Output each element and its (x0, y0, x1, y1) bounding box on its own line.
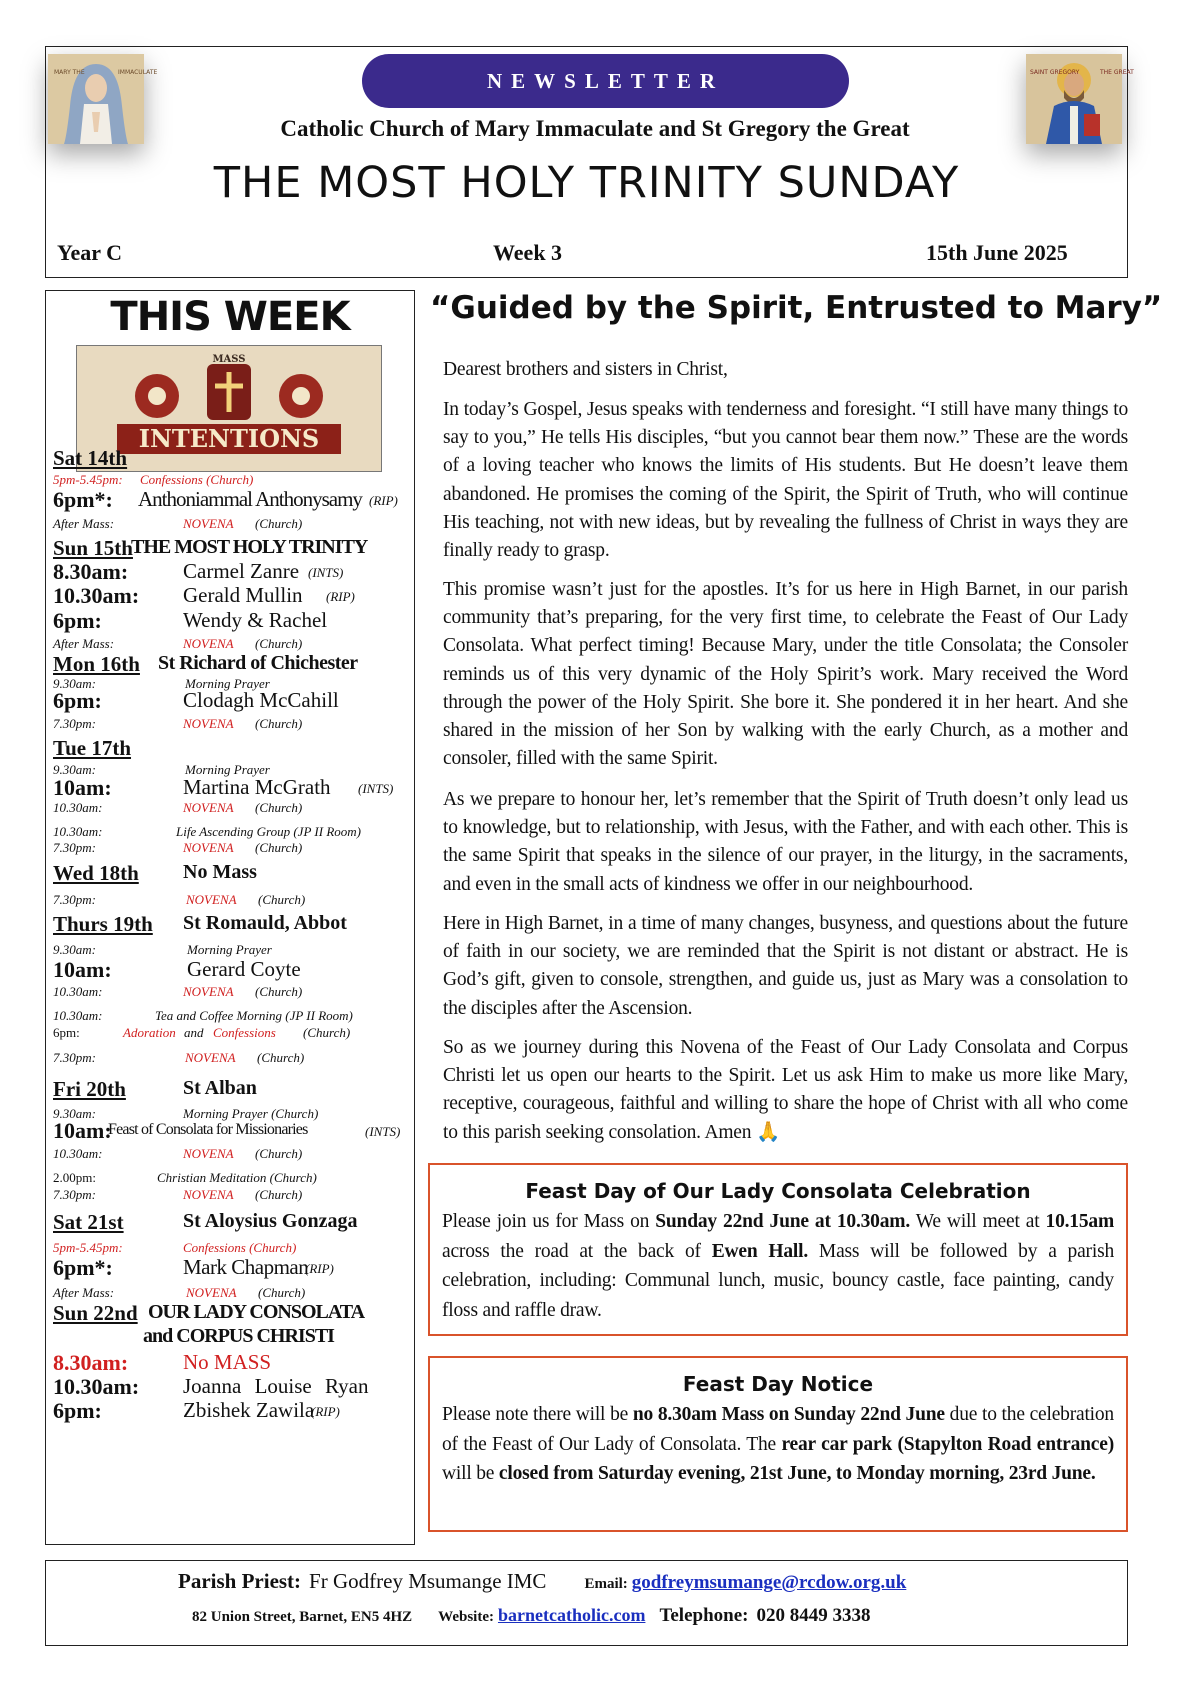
newsletter-banner: NEWSLETTER (362, 54, 849, 108)
newsletter-date: 15th June 2025 (926, 240, 1068, 265)
day-label: Sat 14th (53, 446, 128, 470)
email-label: Email: (584, 1576, 628, 1592)
letter-paragraph: In today’s Gospel, Jesus speaks with tenderness and foresight. “I still have many things to say to you,” He tells His disciples, “but you cannot bear them now.” These are the words of a loving teacher who knows the limits of His students. But He doesn’t leave them abandoned. He promises the coming of the Spirit, the Spirit of Truth, who will continue His teaching, not with new ideas, but by revealing the fullness of Christ in ways they are finally ready to grasp. (443, 399, 1128, 562)
page-title: THE MOST HOLY TRINITY SUNDAY (213, 158, 960, 208)
svg-text:INTENTIONS: INTENTIONS (138, 424, 320, 453)
church-name: Catholic Church of Mary Immaculate and St Gregory the Great (280, 116, 910, 141)
letter-paragraph: So as we journey during this Novena of the Feast of Our Lady Consolata and Corpus Christi let us open our hearts to the Spirit. Let us ask Him to make us more like Mary, receptive, courageous, faithful and willing to share the hope of Christ with all who come to this parish seeking consolation. Amen 🙏 (443, 1037, 1128, 1143)
feast-notice-title: Feast Day Notice (682, 1372, 874, 1396)
svg-text:SAINT GREGORY: SAINT GREGORY (1030, 69, 1080, 76)
website-label: Website: (438, 1609, 494, 1625)
feast-notice-body: Please note there will be no 8.30am Mass on Sunday 22nd June due to the celebration of the Feast of Our Lady of Consolata. The rear car park (Stapylton Road entrance) will be closed from Saturday evening, 21st June, to Monday morning, 23rd June. (442, 1404, 1114, 1484)
this-week-title: THIS WEEK (110, 294, 350, 340)
email-link[interactable]: godfreymsumange@rcdow.org.uk (631, 1572, 907, 1593)
letter-paragraph: As we prepare to honour her, let’s remember that the Spirit of Truth doesn’t only lead us to knowledge, but to relationship, with Jesus, with the Father, and with each other. This is the same Spirit that speaks in the silence of our prayer, in the liturgy, in the sacraments, and even in the small acts of kindness we offer in our neighbourhood. (443, 789, 1128, 895)
letter-headline: “Guided by the Spirit, Entrusted to Mary” (430, 290, 1163, 326)
week-number: Week 3 (493, 240, 563, 265)
feast-celebration-title: Feast Day of Our Lady Consolata Celebration (525, 1179, 1031, 1203)
letter-paragraph: Here in High Barnet, in a time of many changes, busyness, and questions about the future of faith in our society, we are reminded that the Spirit is not distant or abstract. He is God’s gift, given to console, strengthen, and guide us, just as Mary was a consolation to the disciples after the Ascension. (443, 913, 1128, 1019)
priest-name: Fr Godfrey Msumange IMC (309, 1569, 547, 1593)
website-link[interactable]: barnetcatholic.com (497, 1605, 646, 1625)
svg-text:MARY THE: MARY THE (54, 69, 85, 76)
priest-label: Parish Priest: (178, 1569, 302, 1593)
footer-line-2 (192, 1605, 870, 1627)
feast-celebration-box (428, 1163, 1128, 1336)
svg-text:IMMACULATE: IMMACULATE (118, 69, 158, 76)
address: 82 Union Street, Barnet, EN5 4HZ (192, 1609, 413, 1625)
svg-text:THE GREAT: THE GREAT (1100, 69, 1134, 76)
svg-text:MASS: MASS (212, 354, 246, 365)
feast-notice-box (428, 1356, 1128, 1532)
letter-paragraph: This promise wasn’t just for the apostles. It’s for us here in High Barnet, in our parish community that’s preparing, for the very first time, to celebrate the Feast of Our Lady Consolata. What perfect timing! Because Mary, under the title Consolata; the Consoler reminds us of this very dynamic of the Holy Spirit’s work. Mary received the Word through the power of the Holy Spirit. She bore it. She pondered it in her heart. And she shared in the mission of her Son by walking with the early Church, as a mother and consoler, filled with the same Spirit. (443, 579, 1128, 770)
feast-celebration-body: Please join us for Mass on Sunday 22nd June at 10.30am. We will meet at 10.15am across the road at the back of Ewen Hall. Mass will be followed by a parish celebration, including: Communal lunch, music, bouncy castle, face painting, candy floss and raffle draw. (442, 1211, 1115, 1321)
footer (45, 1560, 1128, 1646)
letter-salutation: Dearest brothers and sisters in Christ, (443, 359, 728, 380)
telephone-number: 020 8449 3338 (756, 1605, 871, 1626)
footer-line-1 (178, 1569, 906, 1594)
liturgical-year: Year C (57, 240, 122, 265)
telephone-label: Telephone: (659, 1605, 749, 1626)
